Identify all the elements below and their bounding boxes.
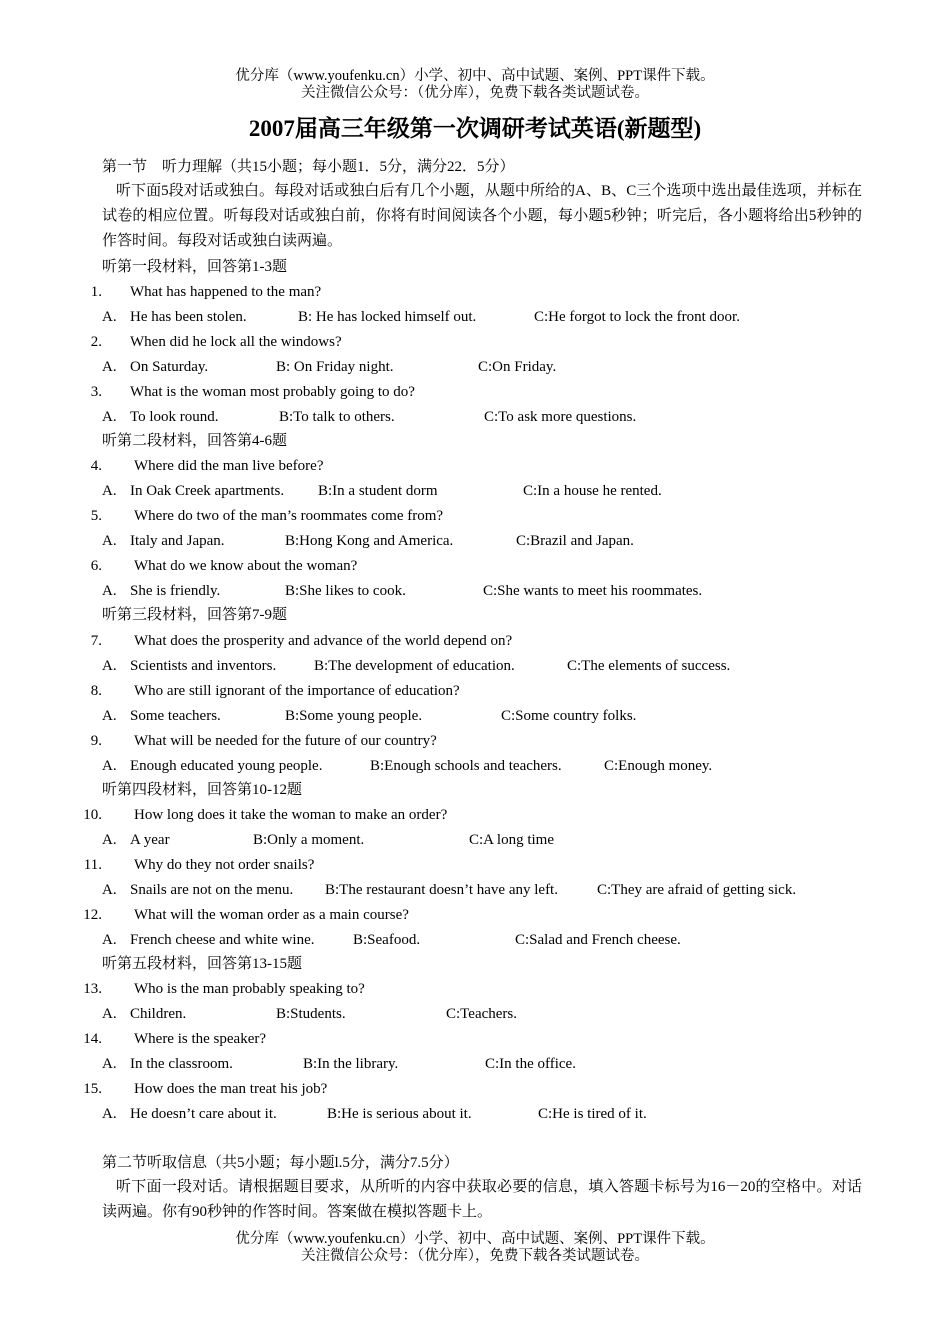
question-number: 2. [90, 334, 102, 350]
option-b: B:Enough schools and teachers. [370, 758, 562, 774]
header-line-1: 优分库（www.youfenku.cn）小学、初中、高中试题、案例、PPT课件下载。 [235, 68, 715, 84]
option-c: C:Enough money. [604, 758, 713, 774]
question-text: How long does it take the woman to make an order? [134, 807, 448, 823]
page-title: 2007届高三年级第一次调研考试英语(新题型) [248, 116, 702, 141]
question-number: 8. [90, 683, 102, 699]
option-a: Italy and Japan. [130, 533, 225, 549]
question-text: Where did the man live before? [134, 458, 324, 474]
option-b: B:Seafood. [353, 932, 421, 948]
question-text: Why do they not order snails? [134, 857, 315, 873]
option-b: B:Students. [276, 1006, 346, 1022]
option-a-label: A. [102, 1006, 117, 1022]
option-a: French cheese and white wine. [130, 932, 315, 948]
header-line-2: 关注微信公众号：（优分库），免费下载各类试题试卷。 [301, 85, 649, 101]
option-b: B:In a student dorm [318, 483, 438, 499]
option-c: C:They are afraid of getting sick. [597, 882, 797, 898]
option-a-label: A. [102, 882, 117, 898]
part-heading-5: 听第五段材料，回答第13-15题 [102, 956, 302, 972]
option-c: C:Some country folks. [501, 708, 637, 724]
question-number: 7. [90, 633, 102, 649]
question-number: 3. [90, 384, 102, 400]
footer-line-1: 优分库（www.youfenku.cn）小学、初中、高中试题、案例、PPT课件下载。 [235, 1231, 715, 1247]
option-b: B: He has locked himself out. [298, 309, 477, 325]
option-a-label: A. [102, 583, 117, 599]
question-text: Who is the man probably speaking to? [134, 981, 365, 997]
option-a: He doesn’t care about it. [130, 1106, 277, 1122]
option-b: B: On Friday night. [276, 359, 394, 375]
option-b: B:Only a moment. [253, 832, 365, 848]
question-number: 1. [90, 284, 102, 300]
option-a-label: A. [102, 533, 117, 549]
option-b: B:Hong Kong and America. [285, 533, 454, 549]
option-a: She is friendly. [130, 583, 221, 599]
section1-instructions: 听下面5段对话或独白。每段对话或独白后有几个小题，从题中所给的A、B、C三个选项中选出最佳选项，并标在试卷的相应位置。听每段对话或独白前，你将有时间阅读各个小题，每小题5秒钟；听完后，各小题将给出5秒钟的作答时间。每段对话或独白读两遍。 [102, 183, 862, 249]
option-a: In the classroom. [130, 1056, 233, 1072]
option-b: B:The development of education. [314, 658, 515, 674]
question-number: 9. [90, 733, 102, 749]
option-a-label: A. [102, 932, 117, 948]
option-a: Snails are not on the menu. [130, 882, 294, 898]
option-a-label: A. [102, 359, 117, 375]
option-a-label: A. [102, 758, 117, 774]
footer-line-2: 关注微信公众号：（优分库），免费下载各类试题试卷。 [301, 1248, 649, 1264]
question-number: 5. [90, 508, 102, 524]
question-text: What will the woman order as a main course? [134, 907, 409, 923]
option-c: C:She wants to meet his roommates. [483, 583, 703, 599]
question-text: What is the woman most probably going to do? [130, 384, 415, 400]
question-text: Who are still ignorant of the importance of education? [134, 683, 460, 699]
question-text: What will be needed for the future of our country? [134, 733, 437, 749]
option-a: To look round. [130, 409, 219, 425]
option-a-label: A. [102, 1106, 117, 1122]
question-text: What does the prosperity and advance of the world depend on? [134, 633, 513, 649]
option-a: On Saturday. [130, 359, 209, 375]
question-number: 13. [83, 981, 102, 997]
option-c: C:In the office. [485, 1056, 576, 1072]
option-a: He has been stolen. [130, 309, 247, 325]
question-text: When did he lock all the windows? [130, 334, 342, 350]
option-a-label: A. [102, 309, 117, 325]
part-heading-4: 听第四段材料，回答第10-12题 [102, 782, 302, 798]
option-b: B:The restaurant doesn’t have any left. [325, 882, 558, 898]
option-b: B:In the library. [303, 1056, 399, 1072]
option-b: B:Some young people. [285, 708, 423, 724]
option-c: C:Teachers. [446, 1006, 518, 1022]
question-text: Where is the speaker? [134, 1031, 267, 1047]
question-text: What has happened to the man? [130, 284, 322, 300]
option-c: C:Salad and French cheese. [515, 932, 681, 948]
option-a: Scientists and inventors. [130, 658, 277, 674]
question-number: 15. [83, 1081, 102, 1097]
question-number: 6. [90, 558, 102, 574]
section1-heading: 第一节 听力理解（共15小题；每小题1．5分，满分22．5分） [102, 159, 515, 175]
question-number: 14. [83, 1031, 102, 1047]
option-c: C:On Friday. [478, 359, 557, 375]
part-heading-2: 听第二段材料，回答第4-6题 [102, 433, 287, 449]
option-c: C:Brazil and Japan. [516, 533, 634, 549]
page-header [0, 68, 950, 102]
question-text: What do we know about the woman? [134, 558, 358, 574]
question-text: How does the man treat his job? [134, 1081, 328, 1097]
option-a-label: A. [102, 708, 117, 724]
option-c: C:He forgot to lock the front door. [534, 309, 740, 325]
option-b: B:He is serious about it. [327, 1106, 472, 1122]
question-number: 4. [90, 458, 102, 474]
option-c: C:He is tired of it. [538, 1106, 647, 1122]
option-a-label: A. [102, 832, 117, 848]
option-c: C:To ask more questions. [484, 409, 637, 425]
option-c: C:A long time [469, 832, 555, 848]
option-a-label: A. [102, 483, 117, 499]
question-text: Where do two of the man’s roommates come from? [134, 508, 444, 524]
option-b: B:She likes to cook. [285, 583, 406, 599]
option-a: A year [130, 832, 170, 848]
question-number: 11. [83, 857, 102, 873]
section2-heading: 第二节听取信息（共5小题；每小题l.5分，满分7.5分） [102, 1155, 459, 1171]
part-heading-1: 听第一段材料，回答第1-3题 [102, 259, 287, 275]
option-c: C:In a house he rented. [523, 483, 662, 499]
option-b: B:To talk to others. [279, 409, 395, 425]
part-heading-3: 听第三段材料，回答第7-9题 [102, 607, 287, 623]
question-number: 12. [83, 907, 102, 923]
option-a: In Oak Creek apartments. [130, 483, 285, 499]
section2-instructions: 听下面一段对话。请根据题目要求，从所听的内容中获取必要的信息，填入答题卡标号为16－20的空格中。对话读两遍。你有90秒钟的作答时间。答案做在模拟答题卡上。 [102, 1179, 862, 1220]
option-a: Some teachers. [130, 708, 221, 724]
page-footer [0, 1231, 950, 1265]
option-a-label: A. [102, 409, 117, 425]
option-a-label: A. [102, 1056, 117, 1072]
question-number: 10. [83, 807, 102, 823]
option-a: Children. [130, 1006, 187, 1022]
option-c: C:The elements of success. [567, 658, 731, 674]
option-a-label: A. [102, 658, 117, 674]
option-a: Enough educated young people. [130, 758, 323, 774]
